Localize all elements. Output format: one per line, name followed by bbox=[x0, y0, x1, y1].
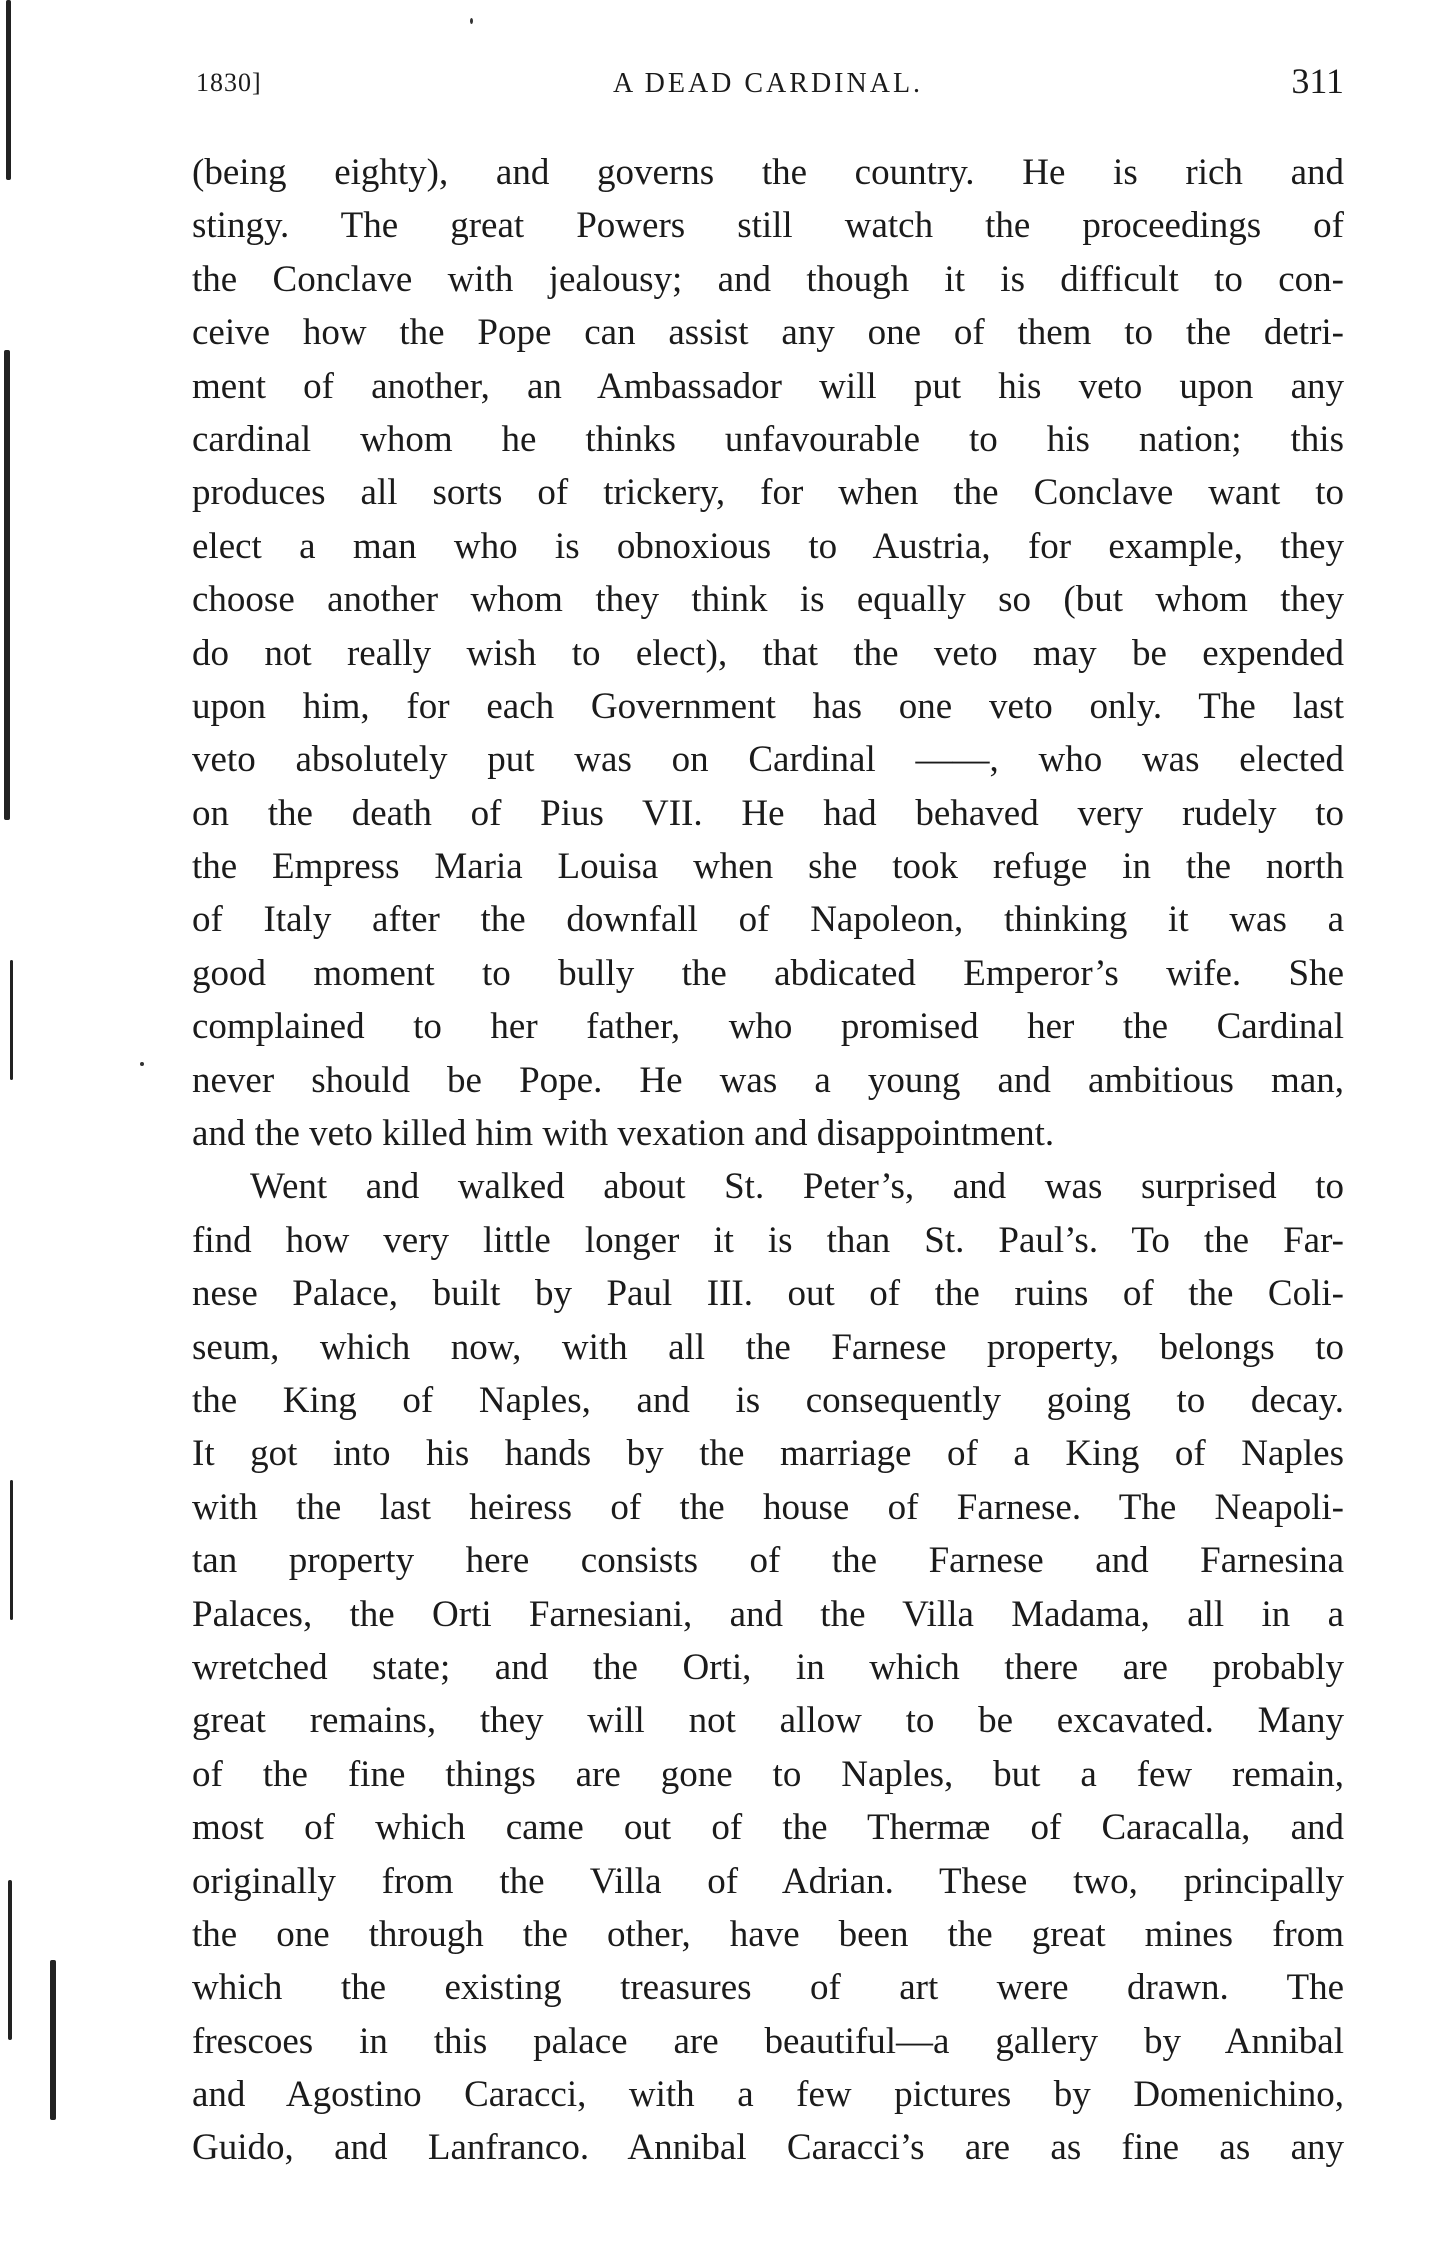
text-line: good moment to bully the abdicated Emperor’s wife. She bbox=[192, 952, 1344, 994]
text-line: elect a man who is obnoxious to Austria, for example, they bbox=[192, 525, 1344, 567]
text-line: never should be Pope. He was a young and ambitious man, bbox=[192, 1059, 1344, 1101]
scan-edge-mark bbox=[6, 0, 11, 180]
scan-edge-mark bbox=[8, 1880, 12, 2040]
text-line: Palaces, the Orti Farnesiani, and the Villa Madama, all in a bbox=[192, 1593, 1344, 1635]
text-line: of the fine things are gone to Naples, but a few remain, bbox=[192, 1753, 1344, 1795]
header-year: 1830] bbox=[196, 68, 262, 97]
text-line: originally from the Villa of Adrian. These two, principally bbox=[192, 1860, 1344, 1902]
text-line: and Agostino Caracci, with a few pictures by Domenichino, bbox=[192, 2074, 1344, 2116]
text-line: most of which came out of the Thermæ of Caracalla, and bbox=[192, 1807, 1344, 1849]
text-line: (being eighty), and governs the country. He is rich and bbox=[192, 152, 1344, 193]
text-line: It got into his hands by the marriage of a King of Naples bbox=[192, 1433, 1344, 1475]
text-line: the Empress Maria Louisa when she took refuge in the north bbox=[192, 846, 1344, 888]
text-line: frescoes in this palace are beautiful—a gallery by Annibal bbox=[192, 2020, 1344, 2062]
text-line: seum, which now, with all the Farnese property, belongs to bbox=[192, 1326, 1344, 1368]
scan-edge-mark bbox=[10, 1480, 13, 1620]
header-title: A DEAD CARDINAL. bbox=[612, 68, 924, 99]
text-line: complained to her father, who promised her the Cardinal bbox=[192, 1006, 1344, 1048]
text-line: Went and walked about St. Peter’s, and was surprised to bbox=[250, 1166, 1344, 1208]
text-line: the King of Naples, and is consequently going to decay. bbox=[192, 1379, 1344, 1421]
running-header bbox=[192, 60, 1344, 120]
text-line: ment of another, an Ambassador will put his veto upon any bbox=[192, 365, 1344, 407]
scan-edge-mark bbox=[50, 1960, 56, 2120]
text-line: which the existing treasures of art were drawn. The bbox=[192, 1967, 1344, 2009]
text-line: ceive how the Pope can assist any one of them to the detri- bbox=[192, 312, 1344, 354]
text-line: veto absolutely put was on Cardinal ——, who was elected bbox=[192, 739, 1344, 781]
text-line: the Conclave with jealousy; and though it is difficult to con- bbox=[192, 258, 1344, 300]
text-line: great remains, they will not allow to be excavated. Many bbox=[192, 1700, 1344, 1742]
text-line: produces all sorts of trickery, for when the Conclave want to bbox=[192, 472, 1344, 514]
text-line: with the last heiress of the house of Farnese. The Neapoli- bbox=[192, 1486, 1344, 1528]
text-line: find how very little longer it is than St. Paul’s. To the Far- bbox=[192, 1219, 1344, 1261]
body-text bbox=[192, 146, 1344, 2175]
text-line: wretched state; and the Orti, in which there are probably bbox=[192, 1646, 1344, 1688]
text-line: Guido, and Lanfranco. Annibal Caracci’s are as fine as any bbox=[192, 2127, 1344, 2169]
text-line: the one through the other, have been the great mines from bbox=[192, 1913, 1344, 1955]
text-line: of Italy after the downfall of Napoleon, thinking it was a bbox=[192, 899, 1344, 941]
page-number: 311 bbox=[1291, 61, 1344, 101]
text-line: nese Palace, built by Paul III. out of the ruins of the Coli- bbox=[192, 1273, 1344, 1315]
text-line: choose another whom they think is equally so (but whom they bbox=[192, 579, 1344, 621]
scan-edge-mark bbox=[10, 960, 13, 1080]
text-line: and the veto killed him with vexation and disappointment. bbox=[192, 1113, 1055, 1155]
text-line: tan property here consists of the Farnese and Farnesina bbox=[192, 1540, 1344, 1582]
text-line: on the death of Pius VII. He had behaved very rudely to bbox=[192, 792, 1344, 834]
text-line: do not really wish to elect), that the veto may be expended bbox=[192, 632, 1344, 674]
text-line: stingy. The great Powers still watch the proceedings of bbox=[192, 205, 1344, 247]
scan-edge-mark bbox=[4, 350, 10, 820]
text-line: cardinal whom he thinks unfavourable to his nation; this bbox=[192, 418, 1344, 460]
scan-speck bbox=[470, 18, 473, 24]
text-line: upon him, for each Government has one veto only. The last bbox=[192, 685, 1344, 727]
scan-speck bbox=[140, 1062, 144, 1066]
